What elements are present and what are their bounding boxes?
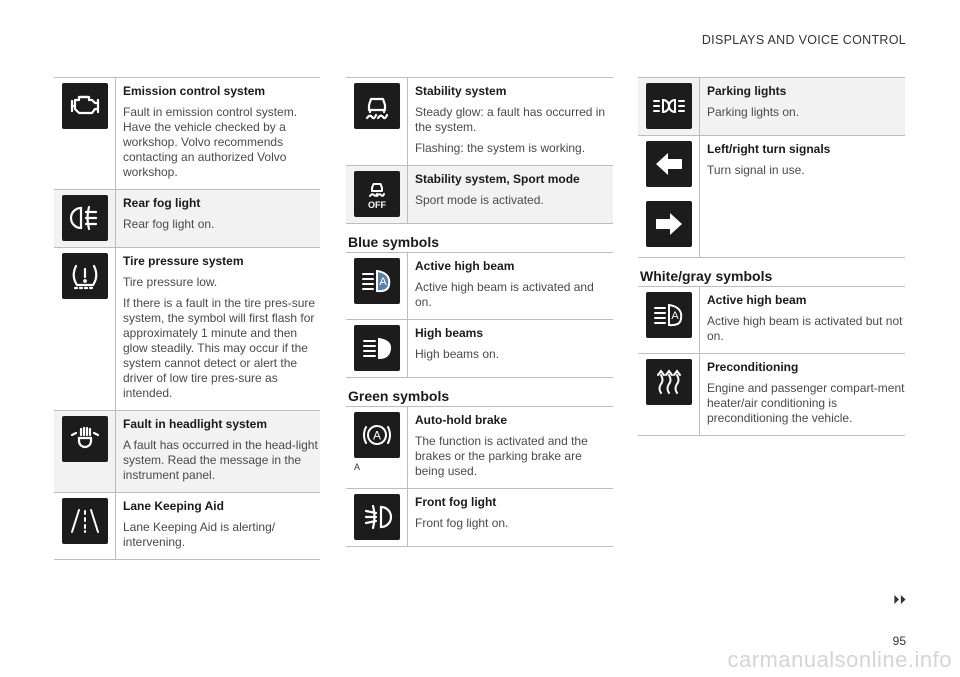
- symbol-description: Tire pressure low.: [123, 275, 218, 289]
- symbol-description: Parking lights on.: [707, 105, 800, 119]
- table-row: [346, 253, 613, 320]
- symbol-title: Stability system: [415, 84, 507, 98]
- symbol-title: Parking lights: [707, 84, 787, 98]
- symbol-title: Lane Keeping Aid: [123, 499, 224, 513]
- symbol-description: Active high beam is activated and on.: [415, 280, 594, 309]
- symbol-title: Rear fog light: [123, 196, 201, 210]
- table-row: [54, 190, 320, 248]
- engine-warning-icon: [62, 83, 108, 129]
- next-page-arrows[interactable]: ⏵⏵: [893, 592, 906, 607]
- table-row: [346, 407, 613, 489]
- symbol-title: Active high beam: [707, 293, 807, 307]
- footnote-marker: A: [354, 462, 361, 472]
- symbol-description: Fault in emission control system. Have the vehicle checked by a workshop. Volvo recommends contacting an authorized Volvo workshop.: [123, 105, 298, 179]
- right-arrow-icon: [646, 201, 692, 247]
- symbol-title: Left/right turn signals: [707, 142, 831, 156]
- table-row: [54, 248, 320, 411]
- symbol-description: The function is activated and the brakes or the parking brake are being used.: [415, 434, 588, 478]
- left-arrow-icon: [646, 141, 692, 187]
- symbol-title: Tire pressure system: [123, 254, 244, 268]
- symbol-table: [346, 406, 613, 547]
- table-row: [54, 493, 320, 560]
- table-row: [638, 136, 905, 258]
- auto-hold-icon: [354, 412, 400, 458]
- column-3: [638, 77, 905, 436]
- symbol-table: [638, 77, 905, 258]
- preconditioning-icon: [646, 359, 692, 405]
- symbol-description: Active high beam is activated but not on.: [707, 314, 903, 343]
- symbol-description: Lane Keeping Aid is alerting/ intervening.: [123, 520, 276, 549]
- headlight-fault-icon: [62, 416, 108, 462]
- section-title-white-gray: White/gray symbols: [640, 268, 773, 284]
- symbol-title: Front fog light: [415, 495, 497, 509]
- symbol-title: Fault in headlight system: [123, 417, 268, 431]
- front-fog-light-icon: [354, 494, 400, 540]
- section-header: DISPLAYS AND VOICE CONTROL: [701, 33, 906, 47]
- active-high-beam-blue-icon: [354, 258, 400, 304]
- table-row: [54, 78, 320, 190]
- svg-text:A: A: [670, 310, 679, 322]
- parking-lights-icon: [646, 83, 692, 129]
- rear-fog-light-icon: [62, 195, 108, 241]
- symbol-table: [638, 286, 905, 436]
- column-2: [346, 77, 613, 547]
- symbol-title: Preconditioning: [707, 360, 799, 374]
- symbol-title: Auto-hold brake: [415, 413, 507, 427]
- table-row: [638, 78, 905, 136]
- symbol-title: Active high beam: [415, 259, 515, 273]
- table-row: [346, 320, 613, 378]
- table-row: [638, 287, 905, 354]
- symbol-description: Engine and passenger compart-ment heater/air conditioning is preconditioning the vehicle.: [707, 381, 905, 425]
- symbol-table: [346, 252, 613, 378]
- lane-keeping-icon: [62, 498, 108, 544]
- watermark: carmanualsonline.info: [727, 647, 952, 672]
- symbol-title: Stability system, Sport mode: [415, 172, 580, 186]
- stability-system-icon: [354, 83, 400, 129]
- svg-text:OFF: OFF: [367, 200, 386, 210]
- symbol-description: Steady glow: a fault has occurred in the system.: [415, 105, 606, 134]
- column-1: [54, 77, 320, 560]
- table-row: [54, 411, 320, 493]
- symbol-description: A fault has occurred in the head-light system. Read the message in the instrument panel.: [123, 438, 318, 482]
- table-row: [638, 354, 905, 436]
- svg-text:A: A: [372, 428, 381, 443]
- table-row: [346, 489, 613, 547]
- symbol-description: Turn signal in use.: [707, 163, 805, 177]
- table-row: [346, 78, 613, 166]
- tire-pressure-icon: [62, 253, 108, 299]
- symbol-description: If there is a fault in the tire pres-sure system, the symbol will first flash for approximately 1 minute and then glow steadily. This may occur if the system cannot detect or alert the driver of low tire pres-sure as intended.: [123, 296, 316, 400]
- symbol-table: [346, 77, 613, 224]
- symbol-description: Rear fog light on.: [123, 217, 215, 231]
- symbol-table: [54, 77, 320, 560]
- active-high-beam-icon: [646, 292, 692, 338]
- page-number: 95: [892, 634, 906, 648]
- stability-off-icon: [354, 171, 400, 217]
- symbol-description: Sport mode is activated.: [415, 193, 544, 207]
- table-row: [346, 166, 613, 224]
- symbol-description: Flashing: the system is working.: [415, 141, 586, 155]
- svg-text:A: A: [378, 276, 387, 288]
- symbol-description: Front fog light on.: [415, 516, 509, 530]
- high-beam-icon: [354, 325, 400, 371]
- symbol-description: High beams on.: [415, 347, 500, 361]
- symbol-title: Emission control system: [123, 84, 266, 98]
- symbol-title: High beams: [415, 326, 484, 340]
- section-title-green: Green symbols: [348, 388, 450, 404]
- section-title-blue: Blue symbols: [348, 234, 440, 250]
